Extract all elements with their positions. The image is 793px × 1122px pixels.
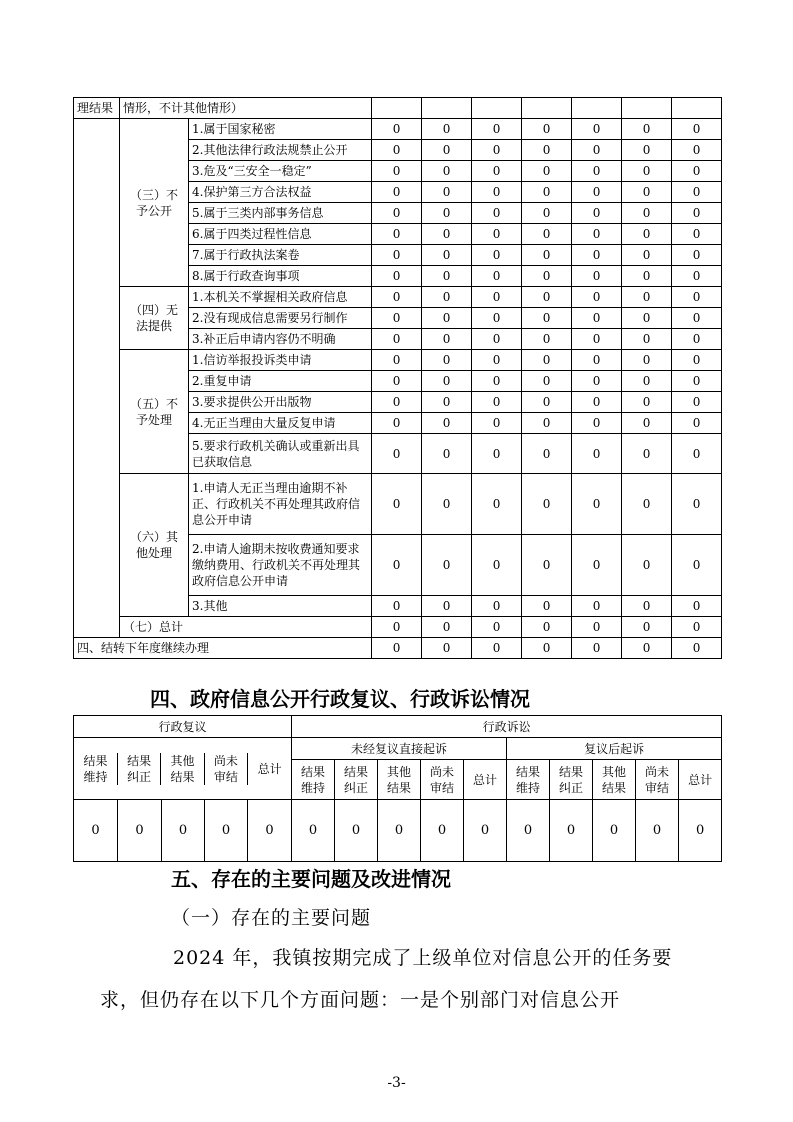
value-cell: 0	[422, 371, 472, 392]
value-cell: 0	[372, 617, 422, 638]
empty-cell	[472, 98, 522, 119]
value-cell: 0	[372, 182, 422, 203]
value-cell: 0	[522, 203, 572, 224]
item-label: 2.其他法律行政法规禁止公开	[189, 140, 372, 161]
suit-col-label: 尚未审结	[636, 760, 679, 800]
value-cell: 0	[522, 434, 572, 474]
subsection-1-title: （一）存在的主要问题	[171, 907, 372, 929]
value-cell: 0	[422, 119, 472, 140]
value-cell: 0	[672, 392, 722, 413]
value-cell: 0	[292, 800, 335, 862]
value-cell: 0	[422, 140, 472, 161]
table-row	[74, 474, 722, 535]
value-cell: 0	[522, 245, 572, 266]
value-cell: 0	[622, 266, 672, 287]
value-cell: 0	[372, 245, 422, 266]
section-5-title: 五、存在的主要问题及改进情况	[171, 867, 451, 891]
suit-col-label: 总计	[464, 760, 507, 800]
item-label: 1.信访举报投诉类申请	[189, 350, 372, 371]
value-cell: 0	[522, 182, 572, 203]
value-cell: 0	[205, 800, 248, 862]
value-cell: 0	[572, 140, 622, 161]
value-cell: 0	[622, 392, 672, 413]
value-cell: 0	[472, 119, 522, 140]
total-label: （七）总计	[120, 617, 372, 638]
value-cell: 0	[572, 413, 622, 434]
suit-col-label: 结果纠正	[335, 760, 378, 800]
value-cell: 0	[672, 535, 722, 596]
value-cell: 0	[572, 474, 622, 535]
value-cell: 0	[622, 224, 672, 245]
value-cell: 0	[472, 329, 522, 350]
value-cell: 0	[335, 800, 378, 862]
value-cell: 0	[372, 392, 422, 413]
value-cell: 0	[422, 308, 472, 329]
value-cell: 0	[572, 617, 622, 638]
item-label: 3.其他	[189, 596, 372, 617]
value-cell: 0	[372, 638, 422, 659]
value-cell: 0	[522, 638, 572, 659]
item-label: 3.危及“三安全一稳定”	[189, 161, 372, 182]
value-cell: 0	[572, 392, 622, 413]
value-cell: 0	[248, 800, 292, 862]
suit-col-label: 结果维持	[507, 760, 550, 800]
value-cell: 0	[622, 308, 672, 329]
value-cell: 0	[572, 224, 622, 245]
value-cell: 0	[622, 535, 672, 596]
value-cell: 0	[372, 535, 422, 596]
value-cell: 0	[372, 161, 422, 182]
value-cell: 0	[472, 413, 522, 434]
value-cell: 0	[622, 596, 672, 617]
value-cell: 0	[672, 329, 722, 350]
value-cell: 0	[622, 434, 672, 474]
value-cell: 0	[522, 161, 572, 182]
value-cell: 0	[472, 161, 522, 182]
value-cell: 0	[472, 392, 522, 413]
empty-cell	[522, 98, 572, 119]
value-cell: 0	[422, 287, 472, 308]
value-cell: 0	[372, 140, 422, 161]
value-cell: 0	[522, 596, 572, 617]
value-cell: 0	[472, 266, 522, 287]
value-cell: 0	[372, 329, 422, 350]
value-cell: 0	[572, 434, 622, 474]
value-cell: 0	[622, 203, 672, 224]
value-cell: 0	[572, 161, 622, 182]
value-cell: 0	[572, 350, 622, 371]
item-label: 4.保护第三方合法权益	[189, 182, 372, 203]
review-col-label: 尚未审结	[204, 753, 247, 785]
value-cell: 0	[572, 119, 622, 140]
review-label-cell	[74, 738, 292, 800]
value-cell: 0	[372, 371, 422, 392]
empty-cell	[622, 98, 672, 119]
review-col-label: 结果维持	[74, 753, 117, 785]
value-cell: 0	[672, 308, 722, 329]
value-cell: 0	[472, 224, 522, 245]
item-label: 4.无正当理由大量反复申请	[189, 413, 372, 434]
suit-col-label: 结果纠正	[550, 760, 593, 800]
suit-col-label: 总计	[679, 760, 722, 800]
value-cell: 0	[636, 800, 679, 862]
value-cell: 0	[622, 350, 672, 371]
item-label: 2.没有现成信息需要另行制作	[189, 308, 372, 329]
value-cell: 0	[622, 371, 672, 392]
value-cell: 0	[422, 413, 472, 434]
carry-over-row	[74, 638, 722, 659]
item-label: 6.属于四类过程性信息	[189, 224, 372, 245]
row-note: 情形，不计其他情形）	[120, 98, 372, 119]
value-cell: 0	[672, 140, 722, 161]
value-cell: 0	[472, 308, 522, 329]
value-cell: 0	[572, 245, 622, 266]
value-cell: 0	[550, 800, 593, 862]
empty-cell	[372, 98, 422, 119]
section-label-continuation	[74, 119, 120, 638]
suit-col-label: 其他结果	[593, 760, 636, 800]
category-cell: （三）不予公开	[120, 119, 189, 287]
value-cell: 0	[422, 350, 472, 371]
item-label: 8.属于行政查询事项	[189, 266, 372, 287]
value-cell: 0	[672, 161, 722, 182]
value-cell: 0	[472, 371, 522, 392]
value-cell: 0	[422, 617, 472, 638]
value-cell: 0	[378, 800, 421, 862]
value-cell: 0	[593, 800, 636, 862]
review-header: 行政复议	[74, 716, 292, 738]
value-cell: 0	[422, 596, 472, 617]
value-cell: 0	[672, 224, 722, 245]
item-label: 7.属于行政执法案卷	[189, 245, 372, 266]
category-cell: （五）不予处理	[120, 350, 189, 474]
value-cell: 0	[572, 287, 622, 308]
value-cell: 0	[522, 474, 572, 535]
item-label: 2.重复申请	[189, 371, 372, 392]
value-cell: 0	[472, 434, 522, 474]
section-label: 理结果	[74, 98, 120, 119]
value-cell: 0	[622, 474, 672, 535]
value-cell: 0	[422, 245, 472, 266]
value-cell: 0	[422, 535, 472, 596]
carry-over-label: 四、结转下年度继续办理	[74, 638, 372, 659]
value-cell: 0	[472, 617, 522, 638]
value-cell: 0	[372, 203, 422, 224]
empty-cell	[422, 98, 472, 119]
value-cell: 0	[422, 182, 472, 203]
value-cell: 0	[422, 434, 472, 474]
review-col-label: 总计	[257, 761, 282, 776]
value-cell: 0	[522, 350, 572, 371]
value-cell: 0	[422, 329, 472, 350]
suit-col-label: 尚未审结	[421, 760, 464, 800]
value-cell: 0	[572, 266, 622, 287]
direct-suit-header: 未经复议直接起诉	[292, 738, 507, 760]
value-cell: 0	[522, 329, 572, 350]
value-cell: 0	[472, 350, 522, 371]
item-label: 3.补正后申请内容仍不明确	[189, 329, 372, 350]
value-cell: 0	[422, 392, 472, 413]
value-cell: 0	[622, 287, 672, 308]
review-col-label: 结果纠正	[117, 753, 160, 785]
value-cell: 0	[372, 308, 422, 329]
after-review-suit-header: 复议后起诉	[507, 738, 722, 760]
value-cell: 0	[672, 638, 722, 659]
value-cell: 0	[622, 182, 672, 203]
value-cell: 0	[672, 119, 722, 140]
value-cell: 0	[679, 800, 722, 862]
value-cell: 0	[472, 140, 522, 161]
value-cell: 0	[507, 800, 550, 862]
value-cell: 0	[472, 182, 522, 203]
value-cell: 0	[522, 371, 572, 392]
value-cell: 0	[572, 329, 622, 350]
litigation-header: 行政诉讼	[292, 716, 722, 738]
item-label: 3.要求提供公开出版物	[189, 392, 372, 413]
empty-cell	[572, 98, 622, 119]
item-label: 2.申请人逾期未按收费通知要求缴纳费用、行政机关不再处理其政府信息公开申请	[189, 535, 372, 596]
value-cell: 0	[672, 474, 722, 535]
value-cell: 0	[622, 245, 672, 266]
value-cell: 0	[672, 182, 722, 203]
value-cell: 0	[372, 119, 422, 140]
category-cell: （六）其他处理	[120, 474, 189, 617]
value-cell: 0	[422, 266, 472, 287]
page-number: -3-	[387, 1075, 406, 1091]
suit-col-label: 其他结果	[378, 760, 421, 800]
value-cell: 0	[672, 245, 722, 266]
value-cell: 0	[422, 638, 472, 659]
value-cell: 0	[672, 266, 722, 287]
value-cell: 0	[118, 800, 162, 862]
value-cell: 0	[522, 119, 572, 140]
value-cell: 0	[472, 638, 522, 659]
value-cell: 0	[422, 224, 472, 245]
suit-col-label: 结果维持	[292, 760, 335, 800]
value-cell: 0	[522, 392, 572, 413]
value-cell: 0	[74, 800, 118, 862]
value-cell: 0	[622, 413, 672, 434]
value-cell: 0	[522, 224, 572, 245]
value-cell: 0	[672, 371, 722, 392]
value-cell: 0	[472, 474, 522, 535]
value-cell: 0	[622, 140, 672, 161]
value-cell: 0	[572, 308, 622, 329]
section-4-title: 四、政府信息公开行政复议、行政诉讼情况	[150, 687, 530, 711]
table-row	[74, 98, 722, 119]
item-label: 1.属于国家秘密	[189, 119, 372, 140]
item-label: 1.申请人无正当理由逾期不补正、行政机关不再处理其政府信息公开申请	[189, 474, 372, 535]
value-cell: 0	[464, 800, 507, 862]
value-cell: 0	[472, 596, 522, 617]
value-cell: 0	[672, 350, 722, 371]
table-row	[74, 119, 722, 140]
value-cell: 0	[372, 474, 422, 535]
value-cell: 0	[522, 308, 572, 329]
value-cell: 0	[372, 287, 422, 308]
value-cell: 0	[672, 203, 722, 224]
value-cell: 0	[522, 413, 572, 434]
item-label: 5.属于三类内部事务信息	[189, 203, 372, 224]
value-cell: 0	[472, 535, 522, 596]
value-cell: 0	[522, 617, 572, 638]
value-cell: 0	[572, 182, 622, 203]
value-cell: 0	[372, 596, 422, 617]
value-cell: 0	[422, 161, 472, 182]
value-cell: 0	[472, 203, 522, 224]
value-cell: 0	[422, 203, 472, 224]
value-cell: 0	[622, 617, 672, 638]
value-cell: 0	[572, 638, 622, 659]
value-cell: 0	[162, 800, 205, 862]
review-litigation-table	[73, 715, 722, 862]
value-cell: 0	[372, 434, 422, 474]
empty-cell	[672, 98, 722, 119]
value-cell: 0	[572, 535, 622, 596]
item-label: 5.要求行政机关确认或重新出具已获取信息	[189, 434, 372, 474]
paragraph-line-1: 2024 年，我镇按期完成了上级单位对信息公开的任务要	[173, 947, 673, 969]
value-cell: 0	[372, 413, 422, 434]
category-cell: （四）无法提供	[120, 287, 189, 350]
value-cell: 0	[372, 350, 422, 371]
value-cell: 0	[672, 287, 722, 308]
value-cell: 0	[622, 161, 672, 182]
value-cell: 0	[622, 329, 672, 350]
value-cell: 0	[422, 474, 472, 535]
paragraph-line-2: 求，但仍存在以下几个方面问题：一是个别部门对信息公开	[100, 989, 621, 1011]
table-row	[74, 350, 722, 371]
value-cell: 0	[522, 287, 572, 308]
value-cell: 0	[672, 413, 722, 434]
item-label: 1.本机关不掌握相关政府信息	[189, 287, 372, 308]
value-cell: 0	[372, 224, 422, 245]
value-cell: 0	[672, 617, 722, 638]
value-cell: 0	[372, 266, 422, 287]
value-cell: 0	[622, 638, 672, 659]
value-cell: 0	[522, 266, 572, 287]
value-cell: 0	[522, 535, 572, 596]
value-cell: 0	[622, 119, 672, 140]
value-cell: 0	[572, 596, 622, 617]
total-row	[74, 617, 722, 638]
value-cell: 0	[672, 434, 722, 474]
review-col-label: 其他结果	[161, 753, 204, 785]
value-cell: 0	[421, 800, 464, 862]
value-cell: 0	[522, 140, 572, 161]
value-cell: 0	[472, 287, 522, 308]
table-row	[74, 287, 722, 308]
application-result-table	[73, 97, 722, 659]
value-cell: 0	[572, 203, 622, 224]
value-cell: 0	[572, 371, 622, 392]
value-cell: 0	[672, 596, 722, 617]
value-cell: 0	[472, 245, 522, 266]
